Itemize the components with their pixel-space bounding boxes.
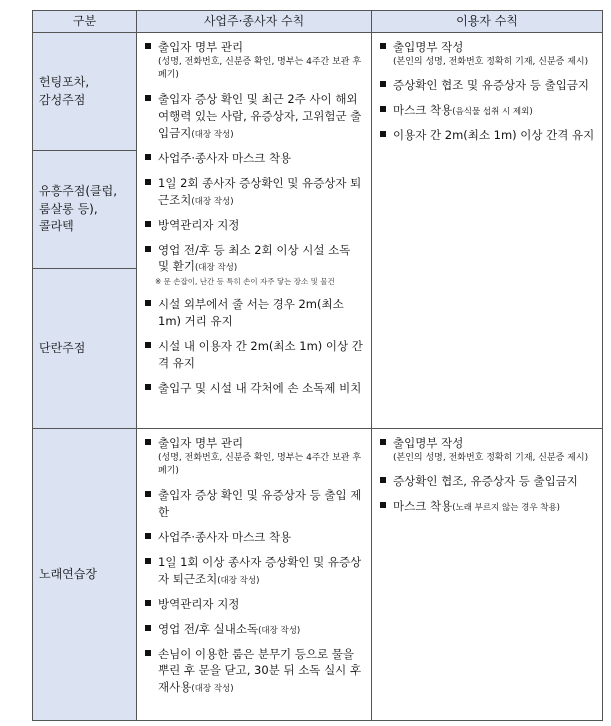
category-line-2: 룸살롱 등),	[39, 201, 98, 216]
rule-remark: (노래 부르지 않는 경우 착용)	[452, 503, 560, 514]
rule-item	[145, 596, 365, 613]
rule-item	[145, 487, 365, 521]
operator-rules-group1	[137, 33, 372, 429]
square-bullet-icon	[145, 384, 151, 390]
square-bullet-icon	[145, 246, 151, 252]
rule-item	[145, 529, 365, 546]
user-rules-group1	[372, 33, 603, 429]
rule-item	[145, 91, 365, 142]
rule-detail: (성명, 전화번호, 신분증 확인, 명부는 4주간 보관 후 폐기)	[158, 56, 362, 81]
square-bullet-icon	[145, 533, 151, 539]
rule-text: 출입구 및 시설 내 각처에 손 소독제 비치	[158, 381, 362, 395]
square-bullet-icon	[145, 600, 151, 606]
rule-text: 출입자 명부 관리	[158, 40, 244, 54]
rule-text: 시설 내 이용자 간 2m(최소 1m) 이상 간격 유지	[158, 339, 363, 371]
rule-detail: (본인의 성명, 전화번호 정확히 기재, 신분증 제시)	[393, 56, 589, 67]
rule-detail: (본인의 성명, 전화번호 정확히 기재, 신분증 제시)	[393, 452, 589, 463]
rule-text: 출입자 명부 관리	[158, 436, 244, 450]
square-bullet-icon	[145, 221, 151, 227]
rule-text: 이용자 간 2m(최소 1m) 이상 간격 유지	[393, 128, 595, 143]
rule-remark: (음식물 섭취 시 제외)	[452, 107, 533, 118]
rule-text: 마스크 착용	[393, 103, 453, 118]
rule-text: 출입명부 작성	[393, 40, 464, 54]
rule-text: 증상확인 협조, 유증상자 등 출입금지	[393, 474, 578, 489]
square-bullet-icon	[380, 439, 386, 445]
square-bullet-icon	[145, 300, 151, 306]
header-category: 구분	[33, 11, 137, 33]
operator-rules-group2	[137, 429, 372, 721]
rule-remark: (대장 작성)	[217, 575, 260, 586]
square-bullet-icon	[380, 131, 386, 137]
rule-remark: (대장 작성)	[191, 196, 234, 207]
square-bullet-icon	[145, 558, 151, 564]
rule-item	[145, 39, 365, 83]
rule-text: 시설 외부에서 줄 서는 경우 2m(최소 1m) 거리 유지	[158, 297, 344, 329]
rule-text: 손님이 이용한 룸은 분무기 등으로 물을 뿌린 후 문을 닫고, 30분 뒤 소독 실시 후 재사용	[158, 646, 362, 695]
rule-remark: (대장 작성)	[191, 129, 234, 140]
square-bullet-icon	[380, 477, 386, 483]
square-bullet-icon	[145, 95, 151, 101]
square-bullet-icon	[145, 491, 151, 497]
rule-item	[380, 77, 596, 94]
category-line-1: 유흥주점(클럽,	[39, 184, 118, 199]
rule-item	[145, 175, 365, 209]
rule-item	[145, 150, 365, 167]
rule-note: ※ 문 손잡이, 난간 등 특히 손이 자주 닿는 장소 및 물건	[155, 277, 335, 287]
rule-text: 방역관리자 지정	[158, 217, 240, 232]
rule-remark: (대장 작성)	[194, 263, 238, 274]
square-bullet-icon	[145, 625, 151, 631]
rule-text: 증상확인 협조 및 유증상자 등 출입금지	[393, 78, 590, 93]
rule-text: 1일 1회 이상 종사자 증상확인 및 유증상자 퇴근조치	[158, 554, 362, 586]
rule-item	[145, 242, 365, 276]
rule-text: 출입자 증상 확인 및 유증상자 등 출입 제한	[158, 487, 362, 519]
rule-item	[145, 435, 365, 479]
category-entertainment-bar	[33, 151, 137, 269]
rule-text: 사업주·종사자 마스크 착용	[158, 150, 292, 165]
square-bullet-icon	[145, 342, 151, 348]
rule-item	[145, 338, 365, 372]
rule-item	[145, 296, 365, 330]
square-bullet-icon	[145, 43, 151, 49]
rule-item	[145, 380, 365, 397]
rule-item	[145, 217, 365, 234]
square-bullet-icon	[145, 179, 151, 185]
square-bullet-icon	[380, 81, 386, 87]
rule-item	[380, 102, 596, 119]
rule-text: 마스크 착용	[393, 499, 453, 514]
rule-item	[380, 39, 596, 69]
header-operator-rules: 사업주·종사자 수칙	[137, 11, 372, 33]
rule-item	[145, 554, 365, 588]
rule-item	[145, 646, 365, 697]
rule-remark: (대장 작성)	[191, 684, 234, 695]
rule-item	[380, 498, 596, 515]
square-bullet-icon	[380, 106, 386, 112]
category-danran-bar: 단란주점	[33, 269, 137, 429]
rule-text: 출입명부 작성	[393, 436, 464, 450]
rule-detail: (성명, 전화번호, 신분증 확인, 명부는 4주간 보관 후 폐기)	[158, 452, 362, 477]
rule-item	[380, 473, 596, 490]
rule-item	[380, 435, 596, 465]
square-bullet-icon	[380, 502, 386, 508]
square-bullet-icon	[145, 439, 151, 445]
rule-text: 영업 전/후 등 최소 2회 이상 시설 소독 및 환기	[158, 242, 351, 274]
square-bullet-icon	[380, 43, 386, 49]
rules-table	[32, 10, 603, 721]
rule-text: 1일 2회 종사자 증상확인 및 유증상자 퇴근조치	[158, 175, 362, 207]
category-hunting-pocha: 헌팅포차, 감성주점	[33, 33, 137, 151]
rule-item	[145, 621, 365, 638]
rule-text: 영업 전/후 실내소독	[158, 621, 259, 636]
rule-item	[380, 127, 596, 144]
category-karaoke: 노래연습장	[33, 429, 137, 721]
user-rules-group2	[372, 429, 603, 721]
rule-remark: (대장 작성)	[258, 625, 301, 636]
square-bullet-icon	[145, 650, 151, 656]
square-bullet-icon	[145, 154, 151, 160]
rule-text: 사업주·종사자 마스크 착용	[158, 529, 292, 544]
header-row	[33, 11, 603, 33]
category-line-3: 콜라텍	[39, 219, 74, 234]
header-user-rules: 이용자 수칙	[372, 11, 603, 33]
rule-text: 방역관리자 지정	[158, 596, 240, 611]
rule-text: 출입자 증상 확인 및 최근 2주 사이 해외여행력 있는 사람, 유증상자, 고위험군 출입금지	[158, 91, 362, 140]
